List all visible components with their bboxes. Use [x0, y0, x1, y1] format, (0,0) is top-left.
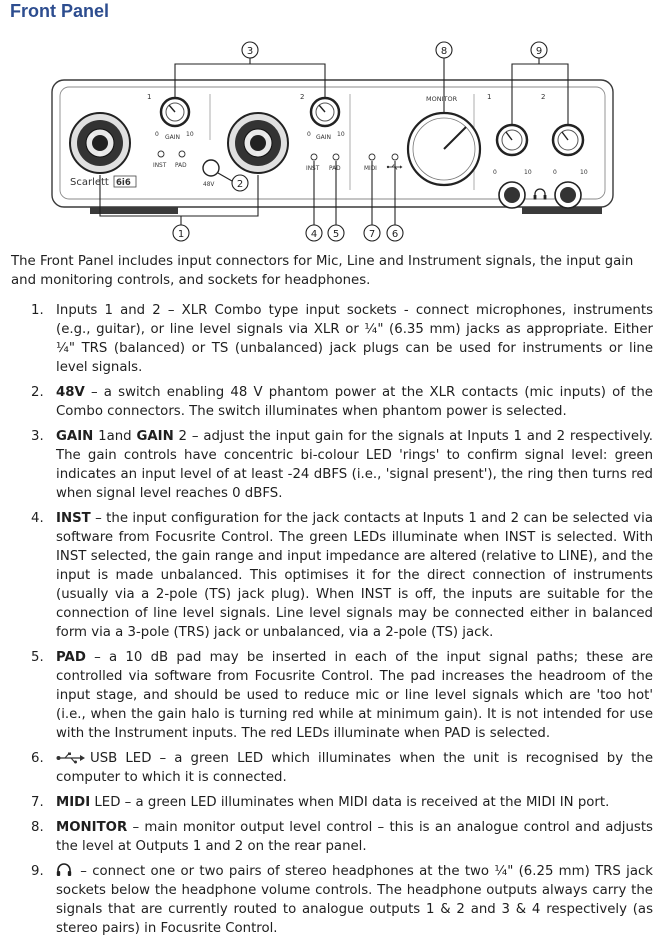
svg-text:0: 0: [307, 131, 311, 138]
inst-led-2: [311, 154, 317, 160]
callout-2: [232, 175, 248, 191]
monitor-knob: [408, 113, 480, 185]
svg-text:MIDI: MIDI: [364, 166, 377, 172]
item-term: INST: [56, 511, 91, 526]
list-item: [0, 648, 667, 743]
svg-text:9: 9: [535, 46, 543, 57]
item-number: 2.: [31, 385, 44, 400]
item-number: 9.: [31, 864, 44, 879]
callout-4: [306, 225, 322, 241]
device-foot-right: [522, 207, 602, 214]
item-text: – main monitor output level control – this is an analogue control and adjusts the level at Outputs 1 and 2 on the rear panel.: [56, 820, 653, 854]
item-text: 2 – adjust the input gain for the signals at Inputs 1 and 2 respectively. The gain controls have concentric bi-colour LED 'rings' to confirm signal level: green indicates an input level of at least -24 dBFS (i.e., 'signal present'), the ring then turns red when signal level reaches 0 dBFS.: [56, 429, 654, 501]
item-number: 4.: [31, 511, 44, 526]
svg-text:2: 2: [236, 179, 244, 190]
headphone-jack-2: [555, 182, 581, 208]
gain-knob-1: [161, 98, 189, 126]
item-term: PAD: [56, 650, 86, 665]
svg-text:10: 10: [186, 131, 194, 138]
callout-3: [242, 42, 258, 58]
item-number: 1.: [31, 303, 44, 318]
callout-5: [328, 225, 344, 241]
item-text: 1and: [93, 429, 137, 444]
brand-label: Scarlett: [70, 177, 109, 188]
svg-text:4: 4: [310, 229, 318, 240]
midi-led: [369, 154, 375, 160]
svg-text:PAD: PAD: [175, 163, 187, 169]
svg-text:1: 1: [177, 229, 185, 240]
list-item: [0, 818, 667, 856]
usb-led: [392, 154, 398, 160]
svg-text:0: 0: [553, 169, 557, 176]
item-term: GAIN: [56, 429, 94, 444]
svg-text:1: 1: [487, 93, 492, 101]
callout-7: [364, 225, 380, 241]
list-item: [0, 427, 667, 503]
callout-1: [173, 225, 189, 241]
item-term: MONITOR: [56, 820, 128, 835]
item-term: 48V: [56, 385, 85, 400]
svg-text:10: 10: [580, 169, 588, 176]
svg-text:2: 2: [300, 93, 305, 101]
svg-text:MONITOR: MONITOR: [426, 95, 458, 103]
svg-text:6: 6: [391, 229, 399, 240]
list-item: [0, 749, 667, 787]
item-text: USB LED – a green LED which illuminates when the unit is recognised by the computer to which it is connected.: [56, 751, 653, 785]
usb-icon: [56, 752, 86, 764]
item-number: 8.: [31, 820, 44, 835]
item-text: LED – a green LED illuminates when MIDI data is received at the MIDI IN port.: [90, 795, 610, 810]
callout-8: [436, 42, 452, 58]
list-item: [0, 383, 667, 421]
svg-text:48V: 48V: [203, 182, 215, 188]
svg-text:PAD: PAD: [329, 166, 341, 172]
svg-text:2: 2: [541, 93, 546, 101]
item-number: 6.: [31, 751, 44, 766]
gain-knob-2: [311, 98, 339, 126]
item-number: 3.: [31, 429, 44, 444]
callout-6: [387, 225, 403, 241]
svg-text:3: 3: [246, 46, 254, 57]
front-panel-diagram: [0, 30, 667, 246]
page-title: Front Panel: [10, 1, 110, 21]
pad-led-1: [179, 151, 185, 157]
list-item: [0, 301, 667, 377]
item-number: 5.: [31, 650, 44, 665]
combo-input-1: [70, 113, 130, 173]
combo-input-2: [228, 113, 288, 173]
pad-led-2: [333, 154, 339, 160]
device-foot-left: [90, 207, 178, 214]
item-number: 7.: [31, 795, 44, 810]
model-label: 6i6: [116, 178, 131, 188]
list-item: [0, 509, 667, 642]
headphone-jack-1: [499, 182, 525, 208]
svg-text:1: 1: [147, 93, 152, 101]
list-item: [0, 793, 667, 812]
headphones-icon: [56, 863, 72, 877]
item-term: MIDI: [56, 795, 91, 810]
feature-list: [0, 301, 667, 944]
svg-text:GAIN: GAIN: [165, 134, 181, 141]
svg-text:INST: INST: [153, 163, 167, 169]
item-text: – a 10 dB pad may be inserted in each of the input signal paths; these are controlled via software from Focusrite Control. The pad increases the headroom of the input stage, and should be used to reduce mic or line level signals which are 'too hot' (i.e., when the gain halo is turning red while at minimum gain). It is not intended for use with the Instrument inputs. The red LEDs illuminate when PAD is selected.: [56, 650, 653, 741]
phantom-power-switch: [203, 160, 219, 176]
item-text: – a switch enabling 48 V phantom power at the XLR contacts (mic inputs) of the Combo connectors. The switch illuminates when phantom power is selected.: [56, 385, 653, 419]
headphone-knob-2: [553, 125, 583, 155]
headphone-knob-1: [497, 125, 527, 155]
svg-text:0: 0: [493, 169, 497, 176]
item-text: – connect one or two pairs of stereo headphones at the two ¼" (6.25 mm) TRS jack sockets below the headphone volume controls. The headphone outputs always carry the signals that are currently routed to analogue outputs 1 & 2 and 3 & 4 respectively (as stereo pairs) in Focusrite Control.: [56, 864, 653, 936]
item-term: GAIN: [136, 429, 174, 444]
svg-text:5: 5: [332, 229, 340, 240]
svg-text:INST: INST: [306, 166, 320, 172]
item-text: – the input configuration for the jack contacts at Inputs 1 and 2 can be selected via software from Focusrite Control. The green LEDs illuminate when INST is selected. With INST selected, the gain range and input impedance are altered (relative to LINE), and the input is made unbalanced. This optimises it for the direct connection of instruments (usually via a 2-pole (TS) jack plug). When INST is off, the inputs are suitable for the connection of line level signals. Line level signals may be connected either in balanced form via a 3-pole (TRS) jack or unbalanced, via a 2-pole (TS) jack.: [56, 511, 653, 640]
svg-text:10: 10: [337, 131, 345, 138]
list-item: [0, 862, 667, 938]
inst-led-1: [158, 151, 164, 157]
intro-paragraph: The Front Panel includes input connectors for Mic, Line and Instrument signals, the input gain and monitoring controls, and sockets for headphones.: [11, 254, 634, 288]
svg-text:GAIN: GAIN: [316, 134, 332, 141]
svg-text:10: 10: [524, 169, 532, 176]
item-text: Inputs 1 and 2 – XLR Combo type input sockets - connect microphones, instruments (e.g., guitar), or line level signals via XLR or ¼" (6.35 mm) jacks as appropriate. Either ¼" TRS (balanced) or TS (unbalanced) jack plugs can be used for instruments or line level signals.: [56, 303, 653, 375]
svg-text:8: 8: [440, 46, 448, 57]
svg-text:0: 0: [155, 131, 159, 138]
svg-text:7: 7: [368, 229, 376, 240]
callout-9: [531, 42, 547, 58]
